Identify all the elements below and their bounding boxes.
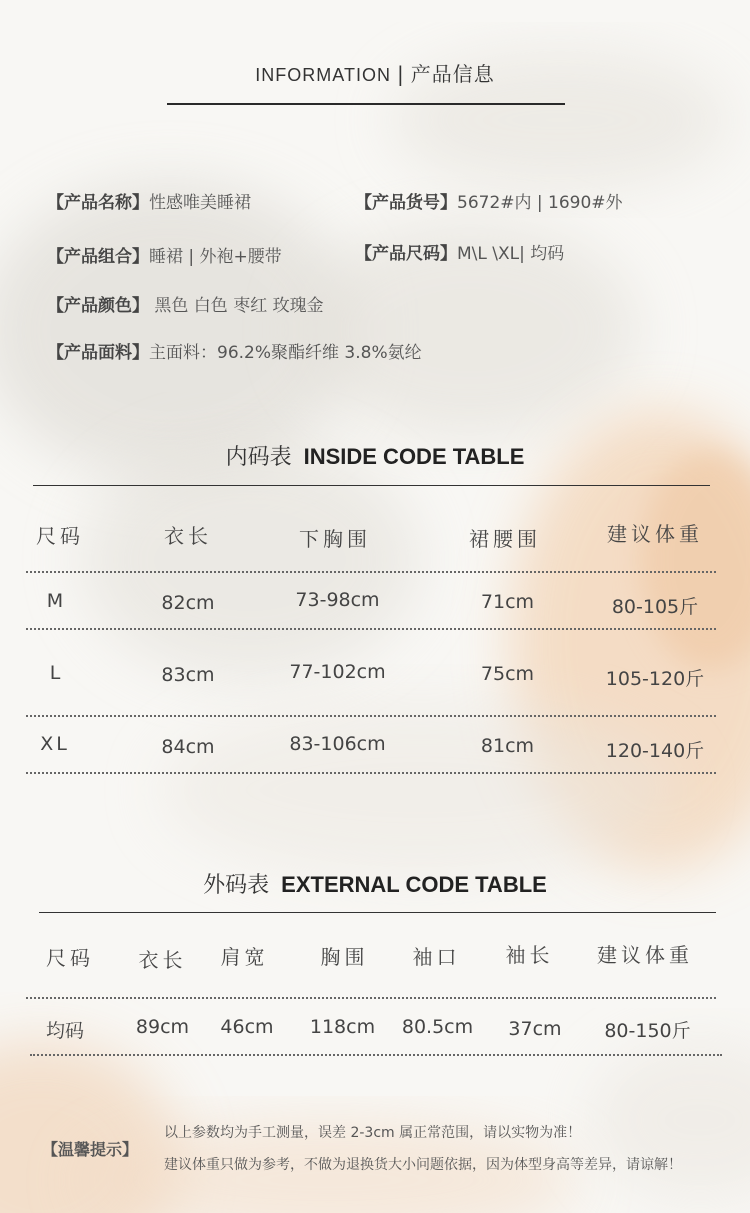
info-product-color (47, 291, 324, 316)
inside-cell-waist: 71cm (480, 591, 535, 613)
external-header-chest: 胸围 (320, 945, 369, 969)
inside-header-size: 尺码 (36, 524, 84, 548)
external-table-rule (39, 912, 716, 913)
info-value: 睡裙 | 外袍+腰带 (149, 247, 282, 267)
external-cell-size: 均码 (45, 1020, 84, 1042)
page-title (0, 58, 750, 87)
inside-cell-length: 84cm (161, 736, 215, 758)
info-product-fabric (47, 338, 422, 363)
inside-header-underbust: 下胸围 (299, 527, 371, 551)
external-table-title-en: EXTERNAL CODE TABLE (281, 872, 547, 897)
inside-cell-length: 83cm (161, 664, 215, 686)
external-header-length: 衣长 (138, 948, 187, 972)
inside-cell-length: 82cm (161, 592, 215, 614)
notes-label: 【温馨提示】 (42, 1140, 139, 1159)
inside-cell-weight: 80-105斤 (611, 596, 699, 618)
row-divider (26, 997, 716, 999)
info-product-name (47, 188, 251, 213)
inside-cell-size: M (46, 590, 64, 612)
info-value: M\L \XL| 均码 (457, 244, 565, 264)
external-header-size: 尺码 (46, 946, 94, 970)
page-title-cn: 产品信息 (410, 62, 495, 86)
inside-cell-size: XL (40, 733, 70, 755)
notes-line-1: 以上参数均为手工测量，误差 2-3cm 属正常范围，请以实物为准！ (164, 1125, 582, 1141)
inside-table-title-cn: 内码表 (225, 445, 292, 470)
info-value: 5672#内 | 1690#外 (457, 193, 623, 213)
external-header-weight: 建议体重 (597, 943, 693, 967)
info-key: 【产品名称】 (47, 193, 149, 213)
inside-cell-underbust: 77-102cm (289, 661, 386, 683)
info-value: 主面料：96.2%聚酯纤维 3.8%氨纶 (149, 343, 422, 363)
external-cell-chest: 118cm (309, 1016, 376, 1038)
title-underline (167, 103, 565, 105)
row-divider (26, 715, 716, 717)
inside-cell-waist: 81cm (480, 735, 535, 757)
row-divider (26, 628, 716, 630)
inside-cell-size: L (49, 662, 61, 684)
inside-header-length: 衣长 (164, 524, 212, 548)
external-header-shoulder: 肩宽 (220, 945, 269, 969)
inside-header-weight: 建议体重 (607, 522, 703, 546)
row-divider (26, 772, 716, 774)
info-key: 【产品组合】 (47, 247, 149, 267)
external-table-title (0, 868, 750, 899)
external-table-title-cn: 外码表 (203, 873, 270, 898)
info-key: 【产品尺码】 (355, 244, 457, 264)
row-divider (26, 571, 716, 573)
external-cell-sleeve: 37cm (508, 1018, 562, 1040)
inside-cell-waist: 75cm (480, 663, 535, 685)
external-cell-weight: 80-150斤 (604, 1020, 691, 1042)
info-key: 【产品颜色】 (47, 296, 149, 316)
info-key: 【产品货号】 (355, 193, 457, 213)
external-header-cuff: 袖口 (412, 945, 461, 969)
inside-cell-weight: 120-140斤 (605, 740, 705, 762)
external-cell-length: 89cm (135, 1016, 190, 1038)
inside-header-waist: 裙腰围 (469, 527, 541, 551)
external-header-sleeve: 袖长 (505, 943, 554, 967)
info-key: 【产品面料】 (47, 343, 149, 363)
info-product-combo (47, 242, 282, 267)
info-product-size (355, 239, 564, 264)
external-cell-shoulder: 46cm (220, 1016, 274, 1038)
external-cell-cuff: 80.5cm (401, 1016, 474, 1038)
inside-table-title-en: INSIDE CODE TABLE (303, 444, 525, 469)
notes-line-2: 建议体重只做为参考，不做为退换货大小问题依据，因为体型身高等差异，请谅解！ (164, 1157, 682, 1173)
inside-cell-underbust: 83-106cm (289, 733, 386, 755)
row-divider (30, 1054, 722, 1056)
inside-table-rule (33, 485, 710, 486)
info-product-sku (355, 188, 623, 213)
page-title-separator: | (396, 62, 405, 86)
info-value: 性感唯美睡裙 (149, 193, 251, 213)
page-title-en: INFORMATION (255, 65, 391, 85)
info-value: 黑色 白色 枣红 玫瑰金 (149, 296, 324, 316)
inside-cell-weight: 105-120斤 (605, 668, 705, 690)
inside-cell-underbust: 73-98cm (295, 589, 380, 611)
inside-table-title (0, 440, 750, 471)
